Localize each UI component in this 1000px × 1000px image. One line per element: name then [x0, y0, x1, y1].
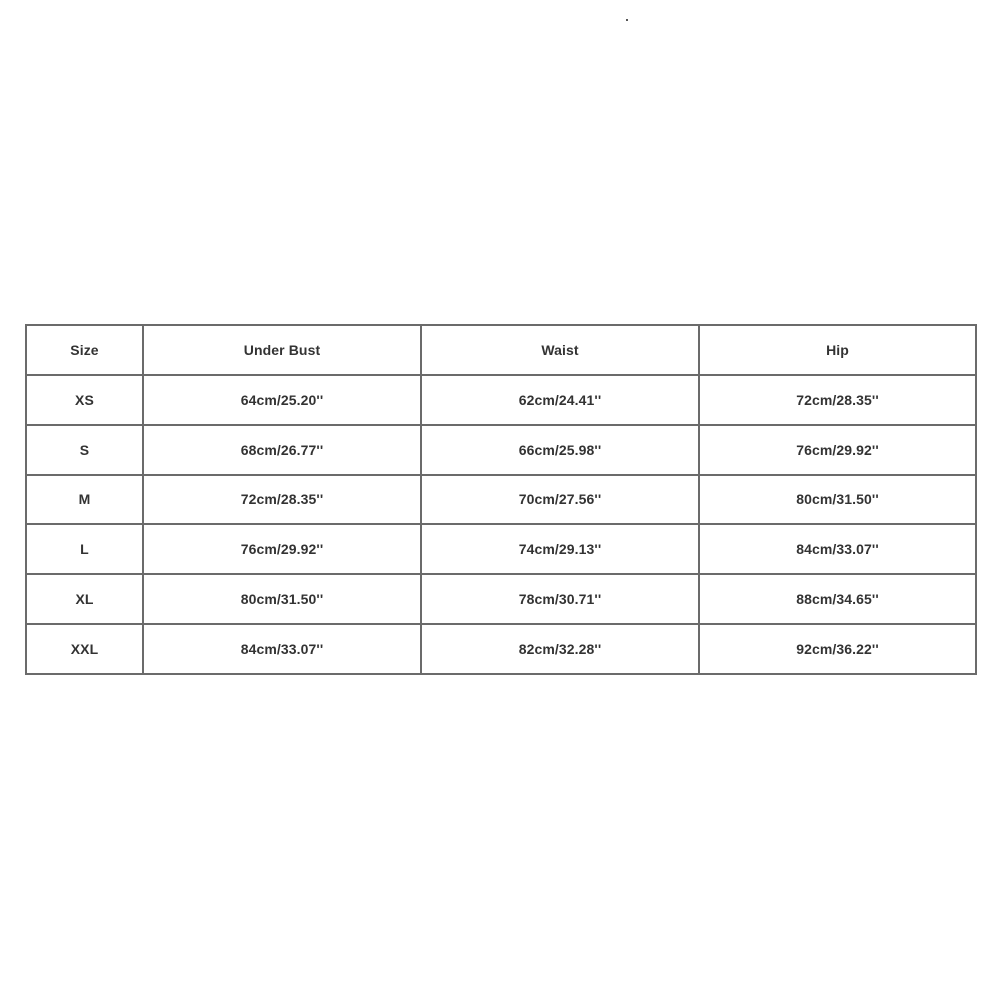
- table-row: [26, 475, 976, 525]
- hip-cell: 72cm/28.35'': [699, 375, 976, 425]
- waist-cell: 82cm/32.28'': [421, 624, 699, 674]
- table-row: [26, 375, 976, 425]
- waist-cell: 70cm/27.56'': [421, 475, 699, 525]
- size-cell: S: [26, 425, 143, 475]
- table-header-row: [26, 325, 976, 375]
- hip-cell: 84cm/33.07'': [699, 524, 976, 574]
- size-chart-table: [25, 324, 977, 675]
- header-waist: Waist: [421, 325, 699, 375]
- table-row: [26, 524, 976, 574]
- size-cell: M: [26, 475, 143, 525]
- under-bust-cell: 72cm/28.35'': [143, 475, 421, 525]
- header-under-bust: Under Bust: [143, 325, 421, 375]
- hip-cell: 92cm/36.22'': [699, 624, 976, 674]
- size-cell: XL: [26, 574, 143, 624]
- under-bust-cell: 84cm/33.07'': [143, 624, 421, 674]
- table-row: [26, 574, 976, 624]
- under-bust-cell: 68cm/26.77'': [143, 425, 421, 475]
- table-row: [26, 624, 976, 674]
- table-row: [26, 425, 976, 475]
- size-cell: L: [26, 524, 143, 574]
- header-hip: Hip: [699, 325, 976, 375]
- waist-cell: 62cm/24.41'': [421, 375, 699, 425]
- waist-cell: 78cm/30.71'': [421, 574, 699, 624]
- waist-cell: 66cm/25.98'': [421, 425, 699, 475]
- hip-cell: 88cm/34.65'': [699, 574, 976, 624]
- under-bust-cell: 76cm/29.92'': [143, 524, 421, 574]
- size-cell: XS: [26, 375, 143, 425]
- under-bust-cell: 80cm/31.50'': [143, 574, 421, 624]
- header-size: Size: [26, 325, 143, 375]
- waist-cell: 74cm/29.13'': [421, 524, 699, 574]
- hip-cell: 80cm/31.50'': [699, 475, 976, 525]
- stray-speck: [626, 19, 628, 21]
- hip-cell: 76cm/29.92'': [699, 425, 976, 475]
- size-cell: XXL: [26, 624, 143, 674]
- under-bust-cell: 64cm/25.20'': [143, 375, 421, 425]
